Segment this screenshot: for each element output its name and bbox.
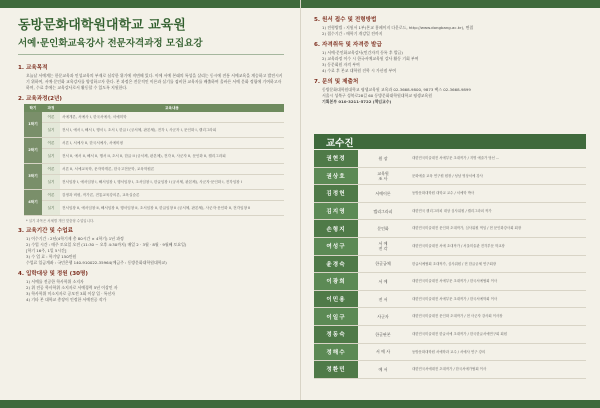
table-row <box>24 175 284 190</box>
table-row <box>24 138 284 149</box>
faculty-subject: 서 예 전 각 <box>378 241 388 252</box>
benefit-item: 1) 서예·문인화교육강사(민간자격 등록 후 발급) <box>322 50 403 55</box>
subjects-cell: 전서임창 I, 예서임창 I, 해서임창 I, 행서임창 I, 초서임창 I, 한글임창 I (궁서체, 판본체), 사군자·문인화 I, 전각임창 I <box>60 175 284 190</box>
faculty-subject: 사군자 <box>377 314 389 320</box>
faculty-subject: 예 서 <box>378 366 388 372</box>
faculty-name: 권상호 <box>314 168 358 185</box>
header-content: 교육내용 <box>60 104 284 112</box>
list-item <box>314 256 586 274</box>
faculty-subject: 한글궁체 <box>375 261 391 267</box>
faculty-name: 정환민 <box>314 361 358 378</box>
semester-cell: 4학기 <box>24 190 42 216</box>
benefit-item: 4) 수료 후 본교 대학원 진학 시 가산점 부여 <box>322 68 397 73</box>
kind-cell: 이론 <box>42 138 60 149</box>
apply-item: 1) 전형방법 : 지원서 1부(본교 홈페이지 다운로드, http://www.dongbang.ac.kr), 면접 <box>322 25 474 30</box>
faculty-subject: 한글판본 <box>375 331 391 337</box>
subjects-cell: 감정과 비평, 작가론, 전통교육강의론, 교육실습론 <box>60 190 284 201</box>
curriculum-table <box>24 104 284 216</box>
schedule-item: 1) 이수기간 : 2년(4학기제 총 80시간 × 4학기) 1년 과정 <box>26 236 124 241</box>
faculty-banner <box>314 134 586 149</box>
faculty-name: 이광희 <box>314 273 358 290</box>
list-item <box>314 361 586 379</box>
table-row <box>24 190 284 201</box>
subjects-cell: 전서 I, 예서 I, 해서 I, 행서 I, 초서 I, 한글 I (궁서체, 판본체), 전각 I, 사군자 I, 문인화 I, 캘리그라피 <box>60 123 284 138</box>
list-item <box>314 308 586 326</box>
faculty-subject: 원 장 <box>378 155 388 161</box>
curriculum-note: * 실기 과목은 서체별 개인 맞춤형 수업입니다. <box>26 219 95 223</box>
subjects-cell: 서론 II, 서예교육학, 문자학개론, 한국고전문학, 교육학원론 <box>60 164 284 175</box>
semester-cell: 2학기 <box>24 138 42 164</box>
section-apply-title: 5. 원서 접수 및 전형방법 <box>314 17 377 23</box>
faculty-name: 이민용 <box>314 291 358 308</box>
faculty-name: 권현정 <box>314 150 358 167</box>
kind-cell: 이론 <box>42 190 60 201</box>
kind-cell: 이론 <box>42 112 60 123</box>
right-column <box>314 12 586 105</box>
faculty-description: 대한민국미술대전 서예 초대작가 / 서울미술관 전각부문 학교장 <box>412 243 505 248</box>
left-column <box>18 60 286 303</box>
faculty-list <box>314 150 586 379</box>
faculty-subject: 캘리그라피 <box>373 208 393 214</box>
faculty-subject: 문인화 <box>377 226 389 232</box>
faculty-subject: 전 서 <box>378 296 388 302</box>
faculty-description: 대한민국미술대전 서예부문 초대작가 / 한국서예학회 이사 <box>412 296 498 301</box>
contact-line: 동방문화대학원대학교 평생교육원 교육과 02-3668-9800, 9873 팩스 02-3668-9899 <box>322 87 471 92</box>
schedule-item: 2) 수업 시간 : 매주 토요일 오전 (11:30 ~ 오후 4:30까지) 매일 2 · 3월 · 8월 · 9월째 토요일) <box>26 242 187 247</box>
table-row <box>24 123 284 138</box>
semester-cell: 3학기 <box>24 164 42 190</box>
header-kind: 과정 <box>42 104 60 112</box>
list-item <box>314 273 586 291</box>
section-schedule-title: 3. 교육기간 및 수업료 <box>18 228 74 234</box>
semester-cell: 1학기 <box>24 112 42 138</box>
section-curriculum-title: 2. 교육과정(2년) <box>18 96 62 102</box>
table-row <box>24 149 284 164</box>
section-benefits-title: 6. 자격취득 및 자격증 발급 <box>314 42 382 48</box>
faculty-name: 정해수 <box>314 344 358 361</box>
faculty-description: 대한민국미술대전 문인화 초대작가 / 현 사군자 강사회 이사장 <box>412 314 503 319</box>
faculty-subject: 서예이론 <box>375 190 391 196</box>
faculty-description: 대한민국서예대전 초대작가 / 한국서예가협회 이사 <box>412 367 487 372</box>
section-eligibility-title: 4. 입학대상 및 정원 (30명) <box>18 271 88 277</box>
faculty-name: 윤경숙 <box>314 256 358 273</box>
kind-cell: 실기 <box>42 201 60 216</box>
faculty-subject: 서 예 사 <box>375 349 391 355</box>
section-purpose-title: 1. 교육목적 <box>18 65 48 71</box>
page-subtitle: 서예·문인화교육강사 전문자격과정 모집요강 <box>18 38 203 49</box>
eligibility-item: 3) 학사학위 미소지자로 공모전 3회 이상 입 · 특선자 <box>26 291 116 296</box>
kind-cell: 실기 <box>42 149 60 164</box>
schedule-item: [학기 16주, 1일 5시간] <box>26 248 67 253</box>
kind-cell: 실기 <box>42 175 60 190</box>
faculty-name: 정동숙 <box>314 326 358 343</box>
list-item <box>314 150 586 168</box>
curriculum-header-row <box>24 104 284 112</box>
faculty-description: 동방문화대학원 대학교 교수 / 서예학 박사 <box>412 191 475 196</box>
section-contact-title: 7. 문의 및 제출처 <box>314 79 359 85</box>
subjects-cell: 서론 I, 서예사 II, 한국서예사, 서예비평 <box>60 138 284 149</box>
contact-line: 서울시 성북구 성북로28길 60 동방문화대학원대학교 평생교육원 <box>322 93 433 98</box>
list-item <box>314 291 586 309</box>
faculty-description: 한글서예협회 초대작가, 심사위원 / 현 한글궁체 연구회장 <box>412 261 497 266</box>
faculty-description: 대한민국미술대전 한글서예 초대작가 / 한국한글서예연구회 회원 <box>412 331 507 336</box>
section-purpose-text: 오늘날 서예계는 한문교육과 인성교육의 부재로 심각한 위기에 직면해 있다. 이에 서예 본래의 특성을 살리는 동시에 전통 서예교육을 계승하고 발전시키기 위하여, 서예·문인화 교육강사를 양성하고자 한다. 본 과정은 전문적인 이론과 실기를 겸비한 교육자를 배출하여 올바른 서예 문화 정립에 기여하고자 하며, 수료 후에는 교육강사로서 활동할 수 있도록 지원한다. <box>26 73 283 90</box>
title-divider <box>18 54 284 55</box>
table-row <box>24 112 284 123</box>
subjects-cell: 전서 II, 예서 II, 해서 II, 행서 II, 초서 II, 한글 II (궁서체, 판본체), 전각 II, 사군자 II, 문인화 II, 캘리그라피 <box>60 149 284 164</box>
faculty-name: 김지영 <box>314 203 358 220</box>
eligibility-item: 2) 위 전공 학사학위 소지자로 서예경력 5년 이상인 자 <box>26 285 118 290</box>
apply-item: 2) 접수기간 : 매학기 개강일 전까지 <box>322 31 383 36</box>
faculty-name: 여성구 <box>314 238 358 255</box>
faculty-subject: 교육원 조 사 <box>377 170 389 181</box>
contact-line: 기획본부 010-3211-5722 (책임교수) <box>322 99 392 104</box>
header-semester: 학기 <box>24 104 42 112</box>
kind-cell: 실기 <box>42 123 60 138</box>
list-item <box>314 326 586 344</box>
faculty-description: 대한민국미술대전 문인화 초대작가, 심사위원 역임 / 현 문인화강사회 회장 <box>412 226 522 231</box>
schedule-item: 수업료 입금계좌 : 국민은행 140-910022-35964(예금주 : 동방문화대학원대학교) <box>26 260 167 265</box>
eligibility-item: 1) 서예를 전공한 학사학위 소지자 <box>26 279 84 284</box>
faculty-description: 대한민국 캘리그라피 대상 심사위원 / 캘리그라피 작가 <box>412 208 492 213</box>
faculty-name: 이일구 <box>314 308 358 325</box>
bottom-border <box>0 400 600 408</box>
list-item <box>314 344 586 362</box>
faculty-name: 손형지 <box>314 220 358 237</box>
fold-line <box>300 0 301 408</box>
faculty-subject: 서 예 <box>378 278 388 284</box>
subjects-cell: 서예개론, 서예사 I, 한국서예사, 서예미학 <box>60 112 284 123</box>
list-item <box>314 203 586 221</box>
kind-cell: 이론 <box>42 164 60 175</box>
faculty-description: 문화예술 교육 연구원 원장 / 성남 영상서예 강사 <box>412 173 483 178</box>
faculty-description: 대한민국미술대전 서예부문 초대작가 / 한국서예협회 이사 <box>412 279 498 284</box>
faculty-name: 김정헌 <box>314 185 358 202</box>
table-row <box>24 164 284 175</box>
benefit-item: 3) 동문회원 자격 부여 <box>322 62 360 67</box>
faculty-description: 대한민국미술대전 서예부문 초대작가 / 지명 예술가 당선 ... <box>412 156 500 160</box>
list-item <box>314 220 586 238</box>
schedule-item: 3) 수 업 료 : 학기당 150만원 <box>26 254 77 259</box>
page-title: 동방문화대학원대학교 교육원 <box>18 18 186 33</box>
faculty-description: 동방문화대학원 서예학과 교수 / 서예사 연구 강의 <box>412 349 486 354</box>
list-item <box>314 185 586 203</box>
table-row <box>24 201 284 216</box>
faculty-banner-label: 교수진 <box>326 138 354 149</box>
benefit-item: 2) 교육과정 이수 시 한국서예교육원 강사 활동 기회 부여 <box>322 56 419 61</box>
list-item <box>314 168 586 186</box>
eligibility-item: 4) 기타 본 대학교 총장이 인정한 서예전공 작가 <box>26 297 107 302</box>
subjects-cell: 전서임창 II, 예서임창 II, 해서임창 II, 행서임창 II, 초서임창 II, 한글임창 II (궁서체, 판본체), 사군자·문인화 II, 전각임창 II <box>60 201 284 216</box>
list-item <box>314 238 586 256</box>
